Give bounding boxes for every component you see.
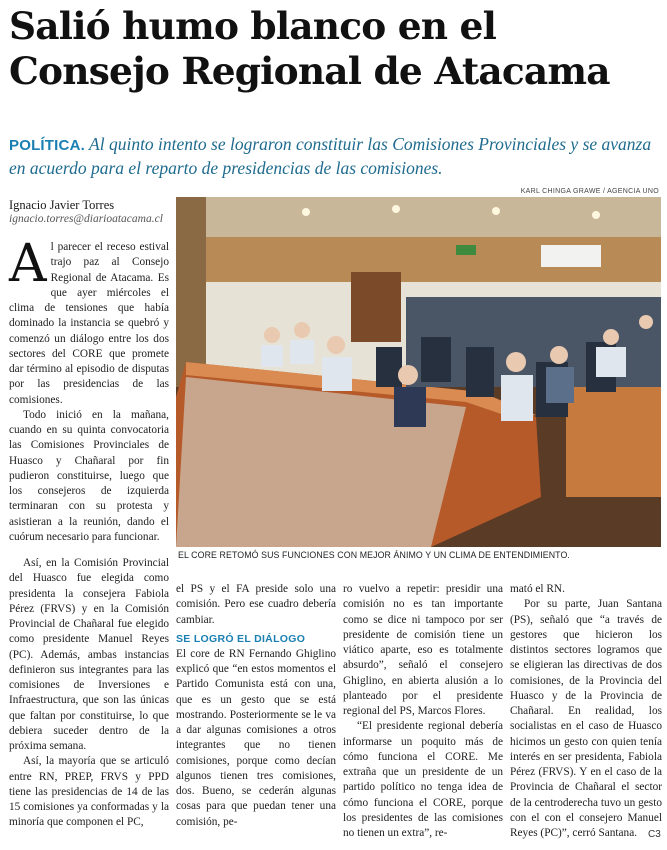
paragraph-2: Todo inició en la mañana, cuando en su quinta convocatoria las Comisiones Provinciales de Huasco y Chañaral por fin pudieron constituirse, luego que los consejeros de izquierda terminaran con su protesta y asistieran a la reunión, dando el cuórum necesario para funcionar.	[9, 408, 169, 543]
deck-text: Al quinto intento se lograron constituir las Comisiones Provinciales y se avanza en acuerdo para el reparto de presidencias de las comisiones.	[9, 134, 652, 178]
paragraph-1	[9, 234, 169, 408]
drop-cap: A	[9, 234, 47, 294]
paragraph-9: mató el RN.	[510, 583, 565, 595]
paragraph-8: “El presidente regional debería informarse un poquito más de cómo funciona el CORE. Me extraña que un presidente de un partido político no tenga idea de cómo funciona el CORE, porque los presidentes de las comisiones no tienen un extra”, re-	[343, 720, 503, 839]
photo-credit: KARL CHINGA GRAWE / AGENCIA UNO	[520, 188, 659, 195]
paragraph-7: ro vuelvo a repetir: presidir una comisión no es tan importante como se dice ni tampoco por ser presidente de comisión tiene un viático aparte, eso es totalmente absurdo”, señaló el consejero Ghiglino, en abierta alusión a lo planteado por el presidente regional del PS, Marcos Flores.	[343, 583, 503, 717]
paragraph-4: Así, la mayoría que se articuló entre RN, PREP, FRVS y PPD tiene las presidencias de 14 de las 15 comisiones ya conformadas y la minoría que componen el PC,	[9, 755, 169, 829]
headline: Salió humo blanco en el Consejo Regional de Atacama	[9, 4, 610, 93]
paragraph-10: Por su parte, Juan Santana (PS), señaló que “a través de gestores que hicieron los distintos sectores logramos que se eligieran las directivas de dos comisiones, de la Provincia del Huasco y de la Provincia de Chañaral. En realidad, los socialistas en el caso de Huasco hicimos un gesto con quien tenía interés en ser presidenta, Fabiola Pérez (FRVS). Y en el caso de la Provincia de Chañaral el sector de la centroderecha tuvo un gesto con el con el consejero Manuel Reyes (PC)”, cerró Santana.	[510, 598, 662, 839]
paragraph-5: el PS y el FA preside solo una comisión. Pero ese cuadro debería cambiar.	[176, 583, 336, 626]
body-column-3	[343, 582, 503, 841]
paragraph-6: El core de RN Fernando Ghiglino explicó que “en estos momentos el Partido Comunista está con una, que es un gesto que se está mostrando. Posteriormente se le va a dar algunas comisiones a otros integrantes que no tienen comisiones, porque como decían algunos tienen tres comisiones, dos. Bueno, se cederán algunas cosas para que puedan tener una comisión, pe-	[176, 647, 336, 828]
deck	[9, 133, 661, 179]
body-column-2	[176, 582, 336, 830]
end-mark-icon: C3	[648, 829, 661, 840]
photo-caption: EL CORE RETOMÓ SUS FUNCIONES CON MEJOR ÁNIMO Y UN CLIMA DE ENTENDIMIENTO.	[178, 550, 570, 560]
subhead: SE LOGRÓ EL DIÁLOGO	[176, 632, 306, 645]
body-column-1-bottom	[9, 556, 169, 831]
paragraph-3: Así, en la Comisión Provincial del Huasco fue elegida como presidenta la consejera Fabiola Pérez (FRVS) y en la Comisión Provincial de Chañaral fue elegido como presidente Manuel Reyes (PC). Además, ambas instancias definieron sus integrantes para las comisiones de Inversiones e Infraestructura, que son las únicas que faltan por constituirse, lo que debiera suceder dentro de la próxima semana.	[9, 557, 169, 752]
byline-email[interactable]: ignacio.torres@diarioatacama.cl	[9, 213, 163, 225]
body-column-4	[510, 582, 662, 841]
body-column-1-top	[9, 234, 169, 545]
paragraph-1-text: l parecer el receso estival trajo paz al Consejo Regional de Atacama. Es que ayer miércoles el clima de tensiones que había dominado la instancia se quebró y comenzó un diálogo entre los dos sectores del CORE que promete dar término al episodio de disputas por las presidencias de las comisiones.	[9, 241, 169, 406]
article-photo	[176, 197, 661, 547]
byline-author: Ignacio Javier Torres	[9, 198, 115, 212]
section-kicker: POLÍTICA.	[9, 137, 85, 154]
